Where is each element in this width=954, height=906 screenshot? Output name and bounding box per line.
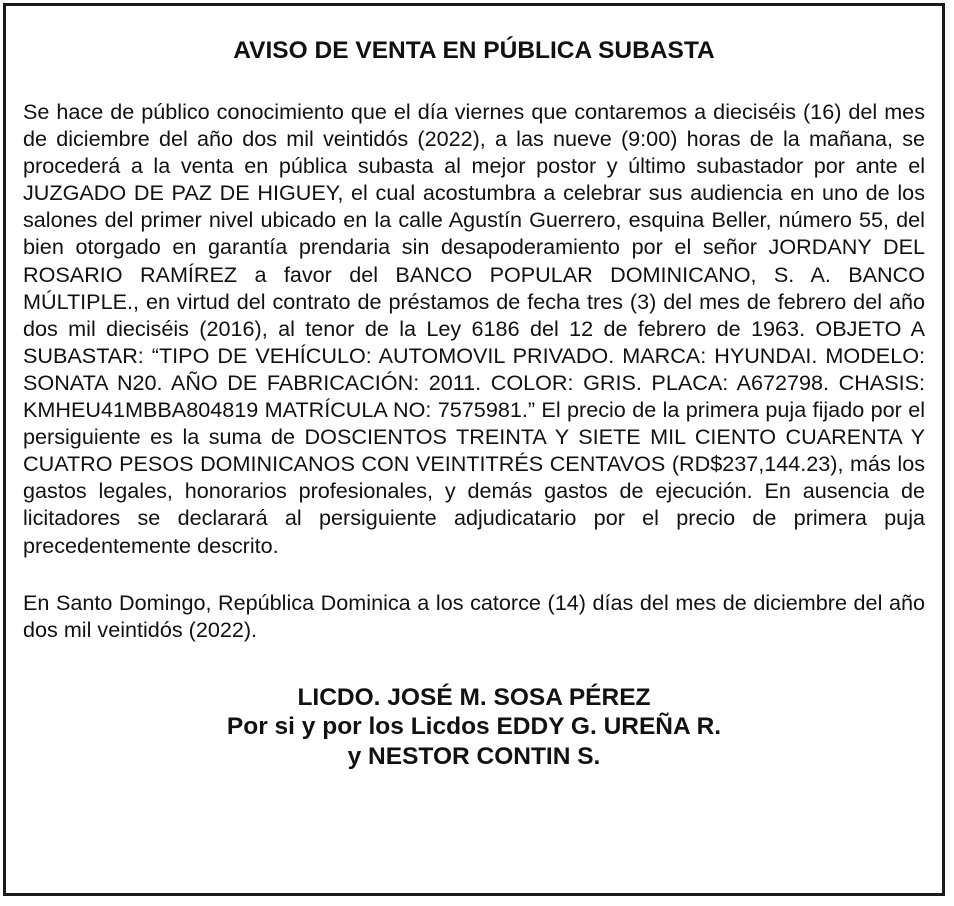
- signature-on-behalf: Por si y por los Licdos EDDY G. UREÑA R.: [226, 713, 722, 741]
- signature-block: [23, 683, 925, 772]
- notice-closing-paragraph: En Santo Domingo, República Dominica a los catorce (14) días del mes de diciembre del año dos mil veintidós (2022).: [23, 589, 925, 642]
- notice-content: [23, 36, 925, 771]
- notice-body-paragraph: Se hace de público conocimiento que el día viernes que contaremos a dieciséis (16) del mes de diciembre del año dos mil veintidós (2022), a las nueve (9:00) horas de la mañana, se procederá a la venta en pública subasta al mejor postor y último subastador por ante el JUZGADO DE PAZ DE HIGUEY, el cual acostumbra a celebrar sus audiencia en uno de los salones del primer nivel ubicado en la calle Agustín Guerrero, esquina Beller, número 55, del bien otorgado en garantía prendaria sin desapoderamiento por el señor JORDANY DEL ROSARIO RAMÍREZ a favor del BANCO POPULAR DOMINICANO, S. A. BANCO MÚLTIPLE., en virtud del contrato de préstamos de fecha tres (3) del mes de febrero del año dos mil dieciséis (2016), al tenor de la Ley 6186 del 12 de febrero de 1963. OBJETO A SUBASTAR: “TIPO DE VEHÍCULO: AUTOMOVIL PRIVADO. MARCA: HYUNDAI. MODELO: SONATA N20. AÑO DE FABRICACIÓN: 2011. COLOR: GRIS. PLACA: A672798. CHASIS: KMHEU41MBBA804819 MATRÍCULA NO: 7575981.” El precio de la primera puja fijado por el persiguiente es la suma de DOSCIENTOS TREINTA Y SIETE MIL CIENTO CUARENTA Y CUATRO PESOS DOMINICANOS CON VEINTITRÉS CENTAVOS (RD$237,144.23), más los gastos legales, honorarios profesionales, y demás gastos de ejecución. En ausencia de licitadores se declarará al persiguiente adjudicatario por el precio de primera puja precedentemente descrito.: [23, 99, 925, 558]
- notice-title: AVISO DE VENTA EN PÚBLICA SUBASTA: [233, 37, 715, 64]
- signature-name: LICDO. JOSÉ M. SOSA PÉREZ: [297, 683, 651, 711]
- notice-frame: [3, 3, 945, 896]
- signature-co-counsel: y NESTOR CONTIN S.: [347, 742, 601, 770]
